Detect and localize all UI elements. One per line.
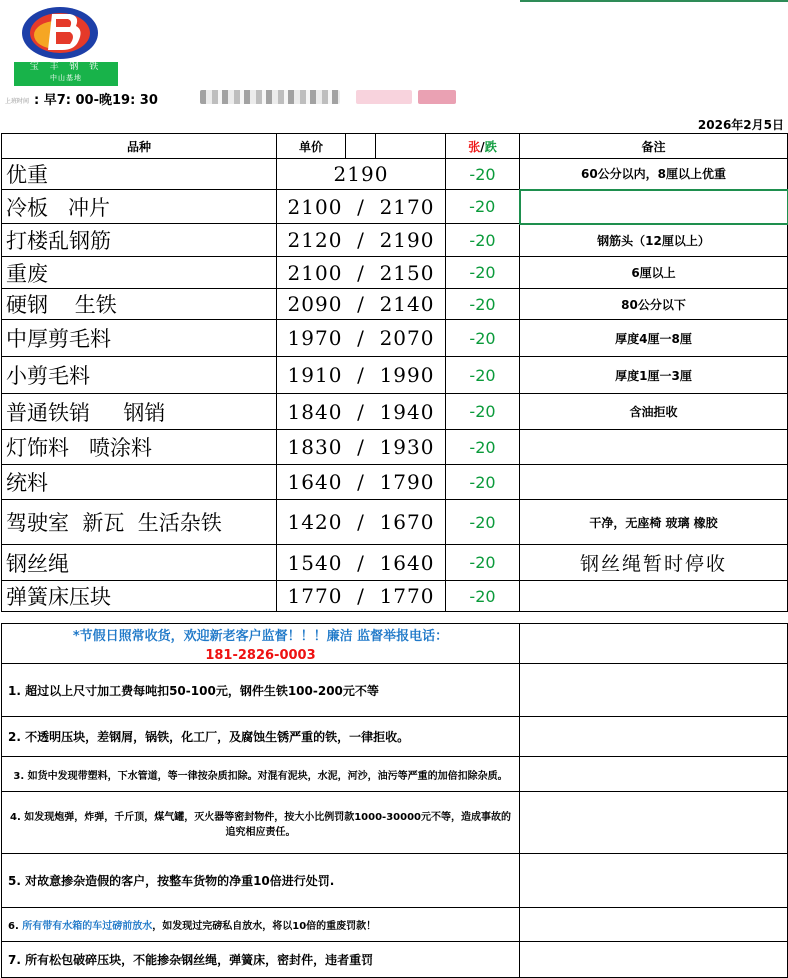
logo-banner bbox=[14, 62, 118, 86]
variety-name: 小剪毛料 bbox=[2, 357, 277, 394]
variety-name: 冷板 冲片 bbox=[2, 190, 277, 224]
remark: 厚度1厘一3厘 bbox=[520, 357, 788, 394]
remark: 干净，无座椅 玻璃 橡胶 bbox=[520, 500, 788, 545]
table-row bbox=[2, 190, 788, 224]
table-row bbox=[2, 465, 788, 500]
blurred-contact-3 bbox=[418, 90, 456, 104]
variety-name: 灯饰料 喷涂料 bbox=[2, 430, 277, 465]
table-row bbox=[2, 320, 788, 357]
unit-price: 1420 / 1670 bbox=[277, 500, 446, 545]
col-header-price: 单价 bbox=[277, 134, 346, 159]
rule-remark bbox=[520, 717, 788, 757]
unit-price: 1970 / 2070 bbox=[277, 320, 446, 357]
rule-2: 2. 不透明压块，差钢屑，锅铁，化工厂，及腐蚀生锈严重的铁，一律拒收。 bbox=[2, 717, 520, 757]
unit-price: 2090 / 2140 bbox=[277, 289, 446, 320]
change-down-label: 跌 bbox=[484, 139, 497, 154]
notice-remark bbox=[520, 624, 788, 664]
blurred-contact bbox=[200, 90, 340, 104]
rule-remark bbox=[520, 854, 788, 908]
price-change: -20 bbox=[446, 465, 520, 500]
blurred-contact-2 bbox=[356, 90, 412, 104]
unit-price: 2100 / 2170 bbox=[277, 190, 446, 224]
variety-name: 优重 bbox=[2, 159, 277, 190]
rule-6 bbox=[2, 908, 520, 942]
variety-name: 中厚剪毛料 bbox=[2, 320, 277, 357]
rule-remark bbox=[520, 792, 788, 854]
variety-name: 弹簧床压块 bbox=[2, 581, 277, 612]
notice-row bbox=[2, 624, 788, 664]
logo-subtext: 中山基地 bbox=[50, 74, 82, 82]
company-logo bbox=[12, 4, 108, 84]
notice-cell bbox=[2, 624, 520, 664]
price-change: -20 bbox=[446, 159, 520, 190]
logo-text: 宝 丰 钢 铁 bbox=[29, 62, 103, 72]
table-row bbox=[2, 257, 788, 289]
table-row bbox=[2, 581, 788, 612]
notice-text: *节假日照常收货，欢迎新老客户监督！！！廉洁 监督举报电话： bbox=[72, 628, 449, 644]
variety-name: 统料 bbox=[2, 465, 277, 500]
price-change: -20 bbox=[446, 500, 520, 545]
rule-remark bbox=[520, 664, 788, 717]
col-header-variety: 品种 bbox=[2, 134, 277, 159]
remark bbox=[520, 430, 788, 465]
remark: 钢丝绳暂时停收 bbox=[520, 545, 788, 581]
unit-price: 1640 / 1790 bbox=[277, 465, 446, 500]
table-row bbox=[2, 224, 788, 257]
top-accent-line bbox=[520, 0, 788, 2]
change-up-label: 张 bbox=[468, 139, 481, 154]
col-header-change bbox=[446, 134, 520, 159]
table-row bbox=[2, 394, 788, 430]
remark: 厚度4厘一8厘 bbox=[520, 320, 788, 357]
remark: 80公分以下 bbox=[520, 289, 788, 320]
unit-price: 2100 / 2150 bbox=[277, 257, 446, 289]
rule-3: 3. 如货中发现带塑料，下水管道，等一律按杂质扣除。对混有泥块，水泥，河沙，油污等严重的加倍扣除杂质。 bbox=[2, 757, 520, 792]
rule-remark bbox=[520, 757, 788, 792]
change-separator: / bbox=[480, 139, 485, 154]
table-row bbox=[2, 908, 788, 942]
rules-table bbox=[1, 623, 788, 978]
price-change: -20 bbox=[446, 320, 520, 357]
business-hours: : 早7: 00-晚19: 30 bbox=[34, 93, 158, 108]
col-header-blank bbox=[346, 134, 376, 159]
table-row bbox=[2, 757, 788, 792]
variety-name: 重废 bbox=[2, 257, 277, 289]
unit-price: 1840 / 1940 bbox=[277, 394, 446, 430]
remark: 钢筋头（12厘以上） bbox=[520, 224, 788, 257]
variety-name: 普通铁销 钢销 bbox=[2, 394, 277, 430]
table-row bbox=[2, 717, 788, 757]
rule-6-prefix: 6. bbox=[8, 921, 23, 932]
price-table bbox=[1, 133, 788, 612]
unit-price: 2120 / 2190 bbox=[277, 224, 446, 257]
table-row bbox=[2, 357, 788, 394]
logo-emblem-icon bbox=[18, 4, 102, 62]
variety-name: 打楼乱钢筋 bbox=[2, 224, 277, 257]
rule-remark bbox=[520, 908, 788, 942]
remark: 6厘以上 bbox=[520, 257, 788, 289]
price-change: -20 bbox=[446, 190, 520, 224]
rule-7: 7. 所有松包破碎压块，不能掺杂钢丝绳，弹簧床，密封件，违者重罚 bbox=[2, 942, 520, 978]
table-row bbox=[2, 289, 788, 320]
rule-5: 5. 对故意掺杂造假的客户，按整车货物的净重10倍进行处罚. bbox=[2, 854, 520, 908]
remark: 含油拒收 bbox=[520, 394, 788, 430]
remark bbox=[520, 190, 788, 224]
price-change: -20 bbox=[446, 394, 520, 430]
price-date: 2026年2月5日 bbox=[697, 118, 784, 132]
table-row bbox=[2, 792, 788, 854]
table-row bbox=[2, 545, 788, 581]
price-change: -20 bbox=[446, 357, 520, 394]
remark bbox=[520, 581, 788, 612]
price-change: -20 bbox=[446, 430, 520, 465]
price-change: -20 bbox=[446, 289, 520, 320]
hotline-phone: 181-2826-0003 bbox=[205, 647, 316, 663]
rule-6-highlight: 所有带有水箱的车过磅前放水 bbox=[22, 921, 153, 932]
remark: 60公分以内，8厘以上优重 bbox=[520, 159, 788, 190]
hours-label: 上班时间 bbox=[5, 98, 30, 105]
price-change: -20 bbox=[446, 224, 520, 257]
table-row bbox=[2, 159, 788, 190]
unit-price: 1770 / 1770 bbox=[277, 581, 446, 612]
unit-price: 1540 / 1640 bbox=[277, 545, 446, 581]
table-row bbox=[2, 854, 788, 908]
table-row bbox=[2, 664, 788, 717]
table-row bbox=[2, 500, 788, 545]
unit-price: 2190 bbox=[277, 159, 446, 190]
rule-6-rest: ，如发现过完磅私自放水，将以10倍的重废罚款！ bbox=[152, 921, 377, 932]
table-header-row bbox=[2, 134, 788, 159]
price-change: -20 bbox=[446, 545, 520, 581]
unit-price: 1830 / 1930 bbox=[277, 430, 446, 465]
remark bbox=[520, 465, 788, 500]
price-change: -20 bbox=[446, 581, 520, 612]
col-header-blank-2 bbox=[376, 134, 446, 159]
col-header-remark: 备注 bbox=[520, 134, 788, 159]
price-change: -20 bbox=[446, 257, 520, 289]
unit-price: 1910 / 1990 bbox=[277, 357, 446, 394]
variety-name: 钢丝绳 bbox=[2, 545, 277, 581]
variety-name: 硬钢 生铁 bbox=[2, 289, 277, 320]
variety-name: 驾驶室 新瓦 生活杂铁 bbox=[2, 500, 277, 545]
rule-1: 1. 超过以上尺寸加工费每吨扣50-100元，钢件生铁100-200元不等 bbox=[2, 664, 520, 717]
rule-4: 4. 如发现炮弹，炸弹，千斤顶，煤气罐，灭火器等密封物件，按大小比例罚款1000-30000元不等，造成事故的追究相应责任。 bbox=[2, 792, 520, 854]
table-row bbox=[2, 430, 788, 465]
